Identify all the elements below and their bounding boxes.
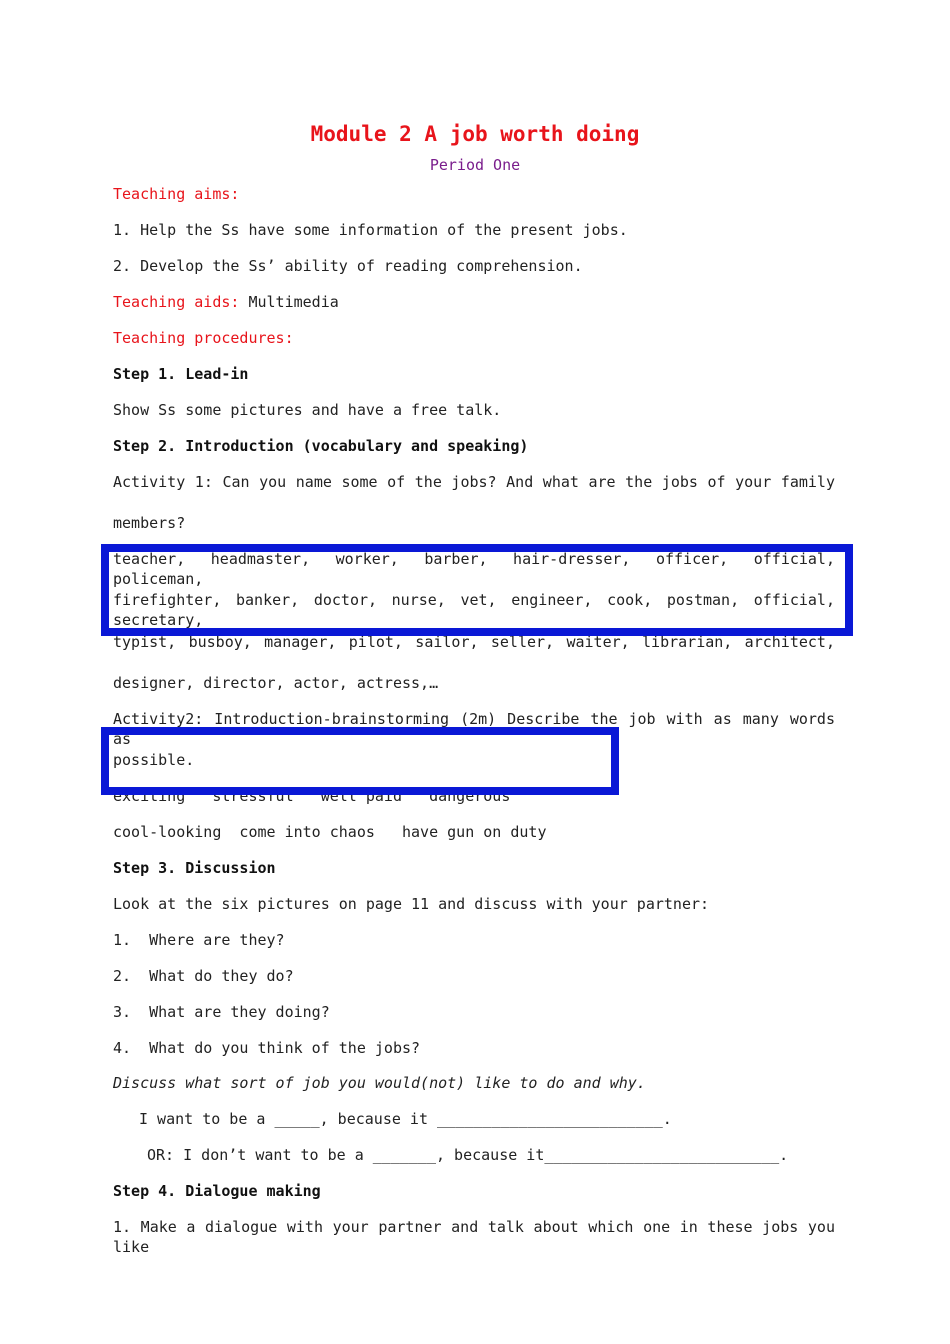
activity2-line: Activity2: Introduction-brainstorming (2m) Describe the job with as many words as — [113, 710, 835, 748]
jobs-line: firefighter, banker, doctor, nurse, vet, engineer, cook, postman, official, secretary, — [113, 591, 835, 629]
aids-line — [113, 292, 339, 312]
question-item: 1. Where are they? — [113, 931, 285, 949]
activity1-line: members? — [113, 514, 186, 532]
activity1-line: Activity 1: Can you name some of the jobs? And what are the jobs of your family — [113, 473, 835, 491]
sentence-pattern: I want to be a _____, because it _________________________. — [139, 1110, 672, 1128]
procedures-heading: Teaching procedures: — [113, 329, 294, 347]
step4-heading: Step 4. Dialogue making — [113, 1182, 321, 1200]
jobs-line: teacher, headmaster, worker, barber, hair-dresser, officer, official, policeman, — [113, 550, 835, 588]
step2-heading: Step 2. Introduction (vocabulary and speaking) — [113, 437, 529, 455]
aims-heading: Teaching aims: — [113, 185, 240, 203]
jobs-line: typist, busboy, manager, pilot, sailor, seller, waiter, librarian, architect, — [113, 633, 835, 651]
aim-item: 1. Help the Ss have some information of the present jobs. — [113, 221, 628, 239]
describe-words: cool-looking come into chaos have gun on duty — [113, 823, 547, 841]
step1-text: Show Ss some pictures and have a free talk. — [113, 401, 502, 419]
document-title: Module 2 A job worth doing — [310, 122, 640, 146]
aids-value: Multimedia — [239, 293, 339, 311]
step3-heading: Step 3. Discussion — [113, 859, 276, 877]
question-item: 3. What are they doing? — [113, 1003, 330, 1021]
aim-item: 2. Develop the Ss’ ability of reading comprehension. — [113, 257, 583, 275]
sentence-pattern: OR: I don’t want to be a _______, because it__________________________. — [147, 1146, 789, 1164]
describe-words: exciting stressful well paid dangerous — [113, 787, 511, 805]
step3-text: Look at the six pictures on page 11 and discuss with your partner: — [113, 895, 710, 913]
step4-text: 1. Make a dialogue with your partner and talk about which one in these jobs you like — [113, 1218, 835, 1256]
discuss-prompt: Discuss what sort of job you would(not) like to do and why. — [113, 1074, 646, 1092]
step1-heading: Step 1. Lead-in — [113, 365, 249, 383]
highlight-box — [101, 727, 619, 795]
question-item: 2. What do they do? — [113, 967, 294, 985]
aids-label: Teaching aids: — [113, 293, 240, 311]
document-subtitle: Period One — [429, 156, 521, 174]
highlight-box — [101, 544, 853, 636]
question-item: 4. What do you think of the jobs? — [113, 1039, 421, 1057]
jobs-line: designer, director, actor, actress,… — [113, 674, 439, 692]
activity2-line: possible. — [113, 751, 195, 769]
